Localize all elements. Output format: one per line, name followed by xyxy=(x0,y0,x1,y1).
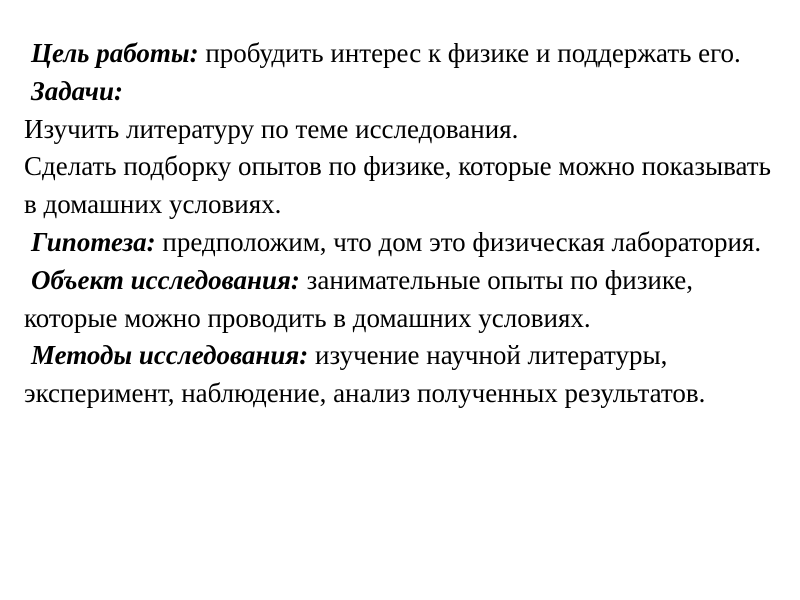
hypothesis-text: предположим, что дом это физическая лаборатория. xyxy=(155,226,762,257)
task-item: Изучить литературу по теме исследования. xyxy=(24,113,519,144)
task-item: Сделать подборку опытов по физике, которые можно показывать в домашних условиях. xyxy=(24,151,771,220)
goal-paragraph xyxy=(24,35,784,73)
methods-paragraph xyxy=(24,337,784,413)
tasks-label: Задачи: xyxy=(31,75,123,106)
object-paragraph xyxy=(24,262,784,338)
slide-text-body xyxy=(24,35,784,413)
goal-text: пробудить интерес к физике и поддержать его. xyxy=(198,38,741,68)
tasks-heading xyxy=(24,73,784,111)
hypothesis-label: Гипотеза: xyxy=(31,226,156,257)
goal-label: Цель работы: xyxy=(31,38,199,68)
methods-label: Методы исследования: xyxy=(31,340,309,371)
hypothesis-paragraph xyxy=(24,224,784,262)
methods-text: изучение научной литературы, эксперимент, наблюдение, анализ полученных результатов. xyxy=(24,340,706,409)
object-text: занимательные опыты по физике, которые можно проводить в домашних условиях. xyxy=(24,264,694,333)
object-label: Объект исследования: xyxy=(31,264,300,295)
